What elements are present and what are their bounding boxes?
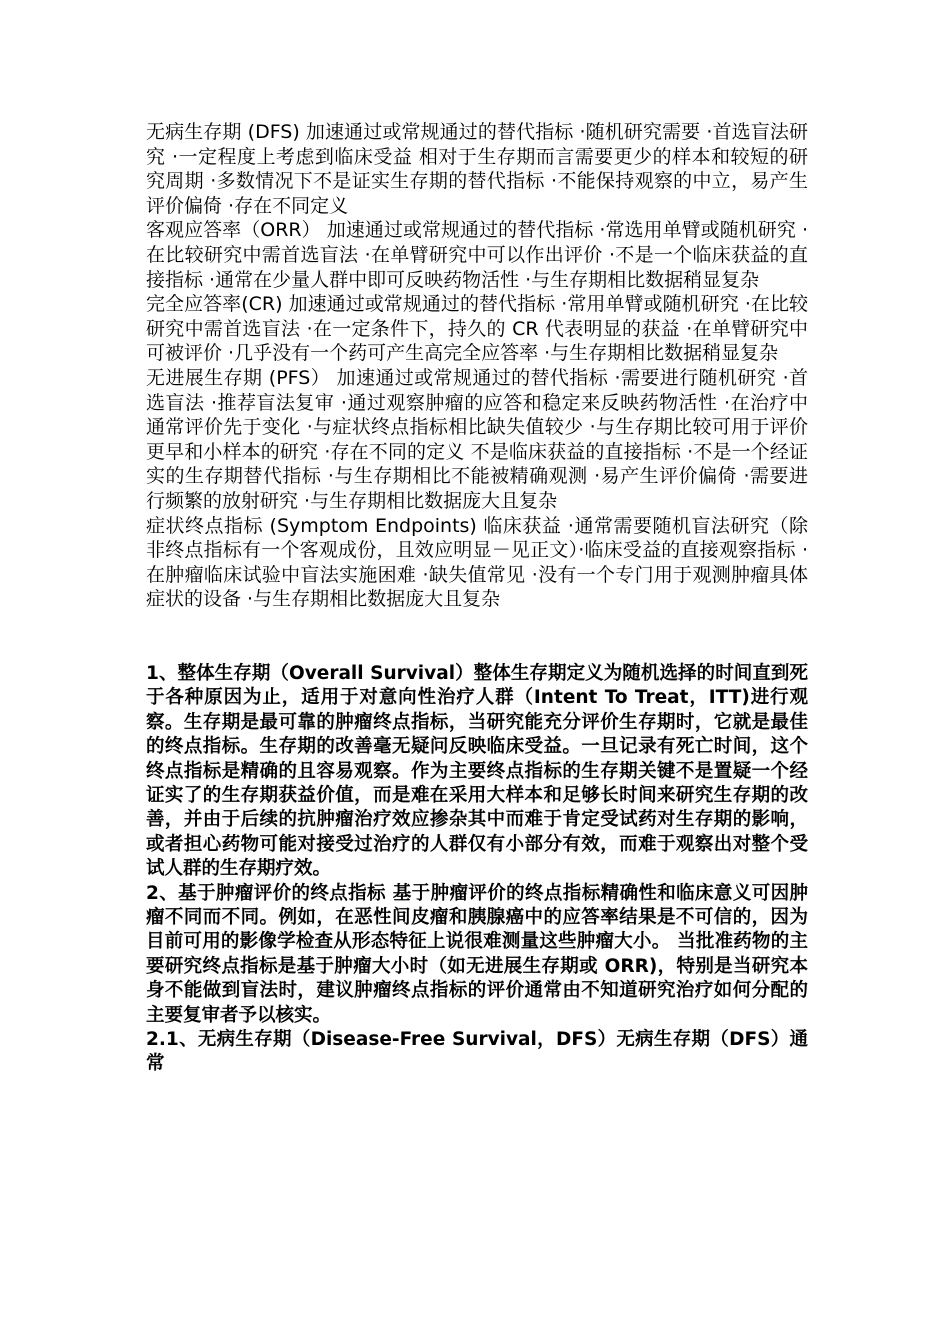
- symptom-endpoints-summary-paragraph: 症状终点指标 (Symptom Endpoints) 临床获益 ·通常需要随机盲法研究（除非终点指标有一个客观成份，且效应明显－见正文）·临床受益的直接观察指标 ·在肿瘤临床试验中盲法实施困难 ·缺失值常见 ·没有一个专门用于观测肿瘤具体症状的设备 ·与生存期相比数据庞大且复杂: [146, 514, 808, 611]
- document-page: [146, 120, 808, 1077]
- cr-summary-paragraph: 完全应答率(CR) 加速通过或常规通过的替代指标 ·常用单臂或随机研究 ·在比较研究中需首选盲法 ·在一定条件下，持久的 CR 代表明显的获益 ·在单臂研究中可被评价 ·几乎没有一个药可产生高完全应答率 ·与生存期相比数据稍显复杂: [146, 293, 808, 365]
- orr-summary-paragraph: 客观应答率（ORR） 加速通过或常规通过的替代指标 ·常选用单臂或随机研究 ·在比较研究中需首选盲法 ·在单臂研究中可以作出评价 ·不是一个临床获益的直接指标 ·通常在少量人群中即可反映药物活性 ·与生存期相比数据稍显复杂: [146, 219, 808, 291]
- dfs-summary-paragraph: 无病生存期 (DFS) 加速通过或常规通过的替代指标 ·随机研究需要 ·首选盲法研究 ·一定程度上考虑到临床受益 相对于生存期而言需要更少的样本和较短的研究周期 ·多数情况下不是证实生存期的替代指标 ·不能保持观察的中立，易产生评价偏倚 ·存在不同定义: [146, 121, 808, 217]
- pfs-summary-paragraph: 无进展生存期 (PFS） 加速通过或常规通过的替代指标 ·需要进行随机研究 ·首选盲法 ·推荐盲法复审 ·通过观察肿瘤的应答和稳定来反映药物活性 ·在治疗中通常评价先于变化 ·与症状终点指标相比缺失值较少 ·与生存期比较可用于评价更早和小样本的研究 ·存在不同的定义 不是临床获益的直接指标 ·不是一个经证实的生存期替代指标 ·与生存期相比不能被精确观测 ·易产生评价偏倚 ·需要进行频繁的放射研究 ·与生存期相比数据庞大且复杂: [146, 366, 808, 512]
- endpoint-summary-section: [146, 120, 808, 612]
- disease-free-survival-paragraph: 2.1、无病生存期（Disease-Free Survival，DFS）无病生存期（DFS）通常: [146, 1028, 808, 1075]
- overall-survival-paragraph: 1、整体生存期（Overall Survival）整体生存期定义为随机选择的时间直到死于各种原因为止，适用于对意向性治疗人群（Intent To Treat，ITT)进行观察。生存期是最可靠的肿瘤终点指标，当研究能充分评价生存期时，它就是最佳的终点指标。生存期的改善毫无疑问反映临床受益。一旦记录有死亡时间，这个终点指标是精确的且容易观察。作为主要终点指标的生存期关键不是置疑一个经证实了的生存期获益价值，而是难在采用大样本和足够长时间来研究生存期的改善，并由于后续的抗肿瘤治疗效应掺杂其中而难于肯定受试药对生存期的影响，或者担心药物可能对接受过治疗的人群仅有小部分有效，而难于观察出对整个受试人群的生存期疗效。: [146, 662, 808, 880]
- section-gap: [146, 612, 808, 662]
- endpoint-detail-section: [146, 662, 808, 1077]
- tumor-assessment-paragraph: 2、基于肿瘤评价的终点指标 基于肿瘤评价的终点指标精确性和临床意义可因肿瘤不同而不同。例如，在恶性间皮瘤和胰腺癌中的应答率结果是不可信的，因为目前可用的影像学检查从形态特征上说很难测量这些肿瘤大小。 当批准药物的主要研究终点指标是基于肿瘤大小时（如无进展生存期或 ORR)，特别是当研究本身不能做到盲法时，建议肿瘤终点指标的评价通常由不知道研究治疗如何分配的主要复审者予以核实。: [146, 882, 808, 1026]
